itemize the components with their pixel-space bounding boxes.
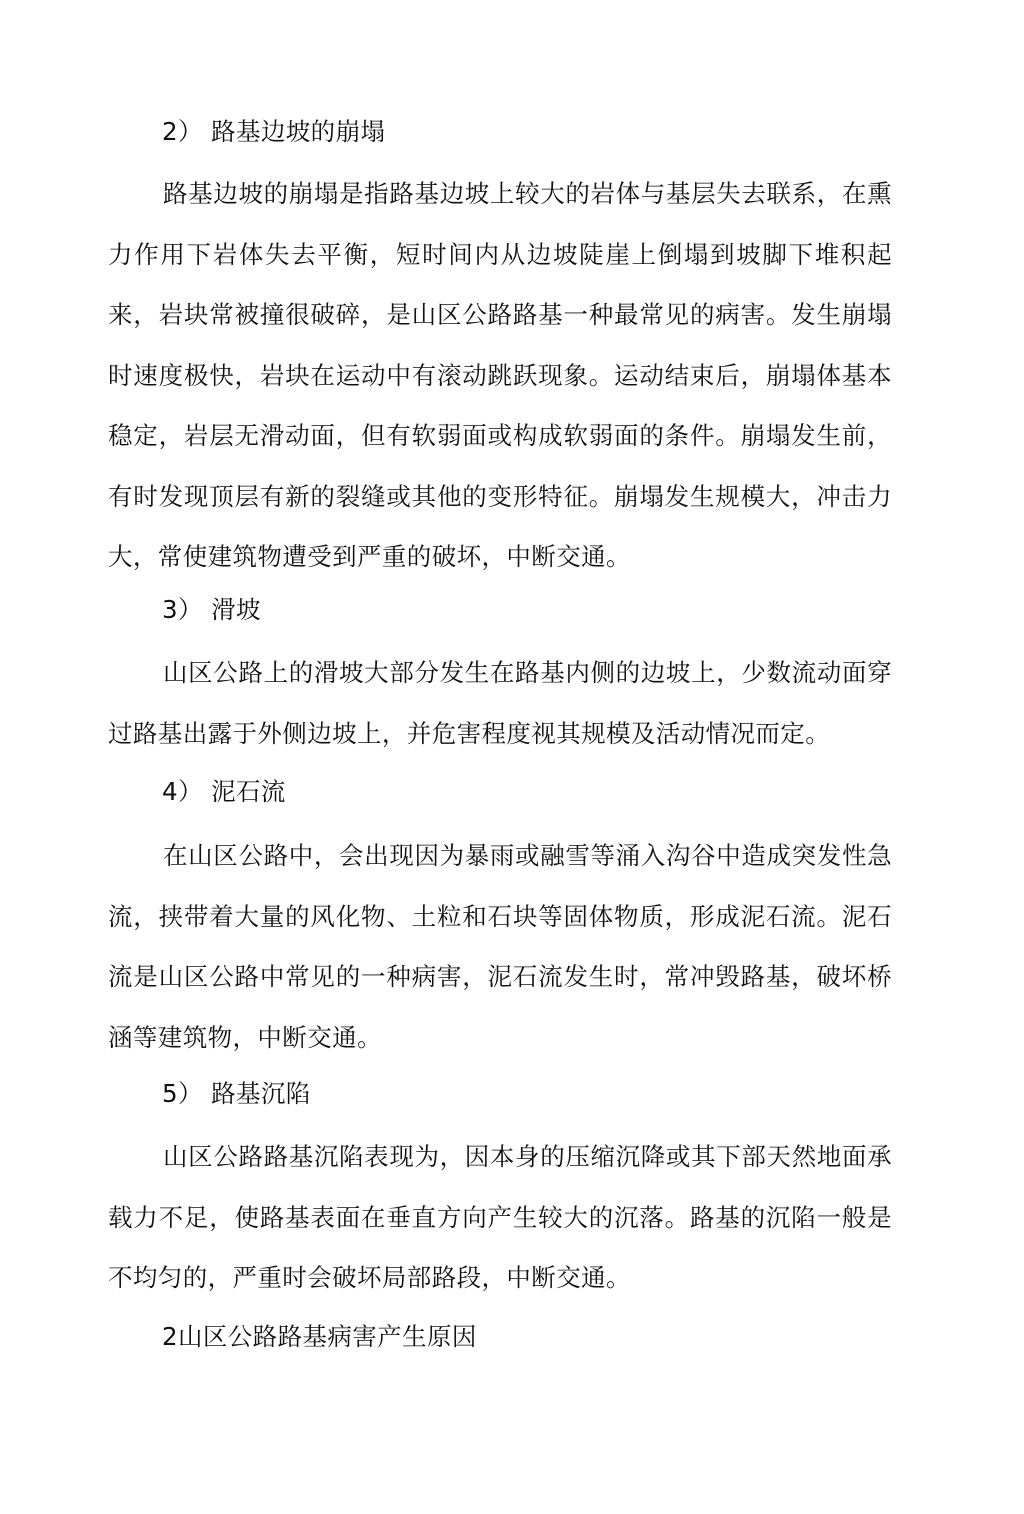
paragraph-collapse: 路基边坡的崩塌是指路基边坡上较大的岩体与基层失去联系，在熏力作用下岩体失去平衡，短时间内从边坡陡崖上倒塌到坡脚下堆积起来，岩块常被撞很破碎，是山区公路路基一种最常见的病害。发生崩塌时速度极快，岩块在运动中有滚动跳跃现象。运动结束后，崩塌体基本稳定，岩层无滑动面，但有软弱面或构成软弱面的条件。崩塌发生前，有时发现顶层有新的裂缝或其他的变形特征。崩塌发生规模大，冲击力大，常使建筑物遭受到严重的破坏，中断交通。 bbox=[108, 179, 892, 571]
subsection-heading-collapse: 2） 路基边坡的崩塌 bbox=[162, 117, 386, 146]
paragraph-landslide: 山区公路上的滑坡大部分发生在路基内侧的边坡上，少数流动面穿过路基出露于外侧边坡上，并危害程度视其规模及活动情况而定。 bbox=[108, 658, 892, 748]
section-heading-causes: 2山区公路路基病害产生原因 bbox=[162, 1322, 477, 1351]
subsection-heading-landslide: 3） 滑坡 bbox=[162, 595, 261, 624]
subsection-heading-subsidence: 5） 路基沉陷 bbox=[162, 1079, 311, 1108]
subsection-heading-debris-flow: 4） 泥石流 bbox=[162, 777, 286, 806]
paragraph-debris-flow: 在山区公路中，会出现因为暴雨或融雪等涌入沟谷中造成突发性急流，挟带着大量的风化物、土粒和石块等固体物质，形成泥石流。泥石流是山区公路中常见的一种病害，泥石流发生时，常冲毁路基，破坏桥涵等建筑物，中断交通。 bbox=[108, 841, 892, 1052]
paragraph-subsidence: 山区公路路基沉陷表现为，因本身的压缩沉降或其下部天然地面承载力不足，使路基表面在垂直方向产生较大的沉落。路基的沉陷一般是不均匀的，严重时会破坏局部路段，中断交通。 bbox=[108, 1142, 892, 1292]
